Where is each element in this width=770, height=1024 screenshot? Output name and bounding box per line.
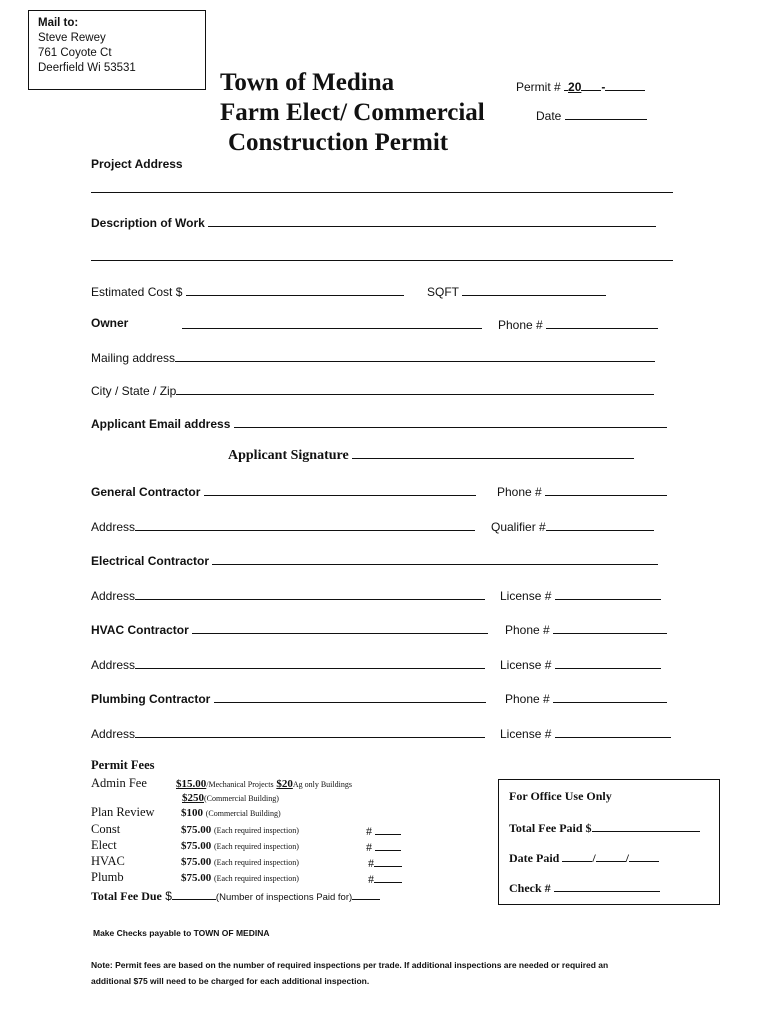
date-paid-field[interactable]: Date Paid / / [509, 849, 659, 866]
gc-phone-field[interactable] [497, 483, 667, 499]
hvac-license-field[interactable] [500, 656, 661, 672]
fee-row-plumb-label: Plumb [91, 870, 124, 884]
project-address-line[interactable] [91, 180, 673, 193]
mail-to-name: Steve Rewey [38, 32, 106, 44]
ec-address-field[interactable] [91, 587, 485, 603]
title-line-1: Town of Medina [220, 69, 395, 96]
plumbing-address-field[interactable] [91, 725, 485, 741]
gc-phone-label: Phone # [497, 485, 542, 499]
office-use-heading: For Office Use Only [509, 789, 612, 803]
hvac-contractor-label: HVAC Contractor [91, 623, 189, 637]
fee-row-elect-count[interactable] [366, 838, 401, 855]
applicant-email-field[interactable] [91, 415, 667, 431]
fee-row-const-note: (Each required inspection) [214, 826, 299, 835]
city-state-zip-label: City / State / Zip [91, 384, 177, 398]
date-field[interactable] [536, 107, 647, 123]
permit-fees-heading: Permit Fees [91, 758, 155, 772]
admin-fee-line-2 [182, 792, 279, 804]
hvac-phone-field[interactable] [505, 621, 667, 637]
plumbing-license-field[interactable] [500, 725, 671, 741]
fee-row-elect-note: (Each required inspection) [214, 842, 299, 851]
description-label: Description of Work [91, 216, 205, 230]
fee-row-hvac-hash: # [368, 856, 374, 870]
fee-row-hvac-label: HVAC [91, 854, 125, 868]
sqft-label: SQFT [427, 285, 459, 299]
plan-review-fee [181, 807, 281, 819]
estimated-cost-label: Estimated Cost $ [91, 285, 183, 299]
admin-fee-note-3: (Commercial Building) [204, 794, 279, 803]
fee-row-plumb [181, 872, 299, 884]
total-fee-due-field[interactable] [91, 887, 380, 905]
mail-to-box [28, 10, 206, 90]
fee-row-hvac-note: (Each required inspection) [214, 858, 299, 867]
mailing-address-field[interactable] [91, 349, 655, 365]
fee-row-const-count[interactable] [366, 822, 401, 839]
check-number-field[interactable] [509, 879, 660, 896]
fee-row-elect-amount: $75.00 [181, 840, 212, 852]
general-contractor-label: General Contractor [91, 485, 201, 499]
total-fee-paid-field[interactable] [509, 819, 700, 836]
plan-review-note: (Commercial Building) [205, 809, 281, 818]
hvac-license-label: License # [500, 658, 552, 672]
applicant-email-label: Applicant Email address [91, 417, 231, 431]
gc-address-field[interactable] [91, 518, 475, 534]
permit-number-label: Permit # [516, 80, 565, 94]
plan-review-amount: $100 [181, 807, 203, 819]
mail-to-city: Deerfield Wi 53531 [38, 62, 136, 74]
description-field[interactable] [91, 214, 656, 230]
applicant-signature-label: Applicant Signature [228, 448, 349, 463]
fee-row-const-hash: # [366, 824, 372, 838]
hvac-contractor-field[interactable] [91, 621, 488, 637]
ec-license-label: License # [500, 589, 552, 603]
owner-phone-label: Phone # [498, 318, 543, 332]
gc-address-label: Address [91, 520, 136, 534]
fee-row-plumb-amount: $75.00 [181, 872, 212, 884]
plumbing-contractor-field[interactable] [91, 690, 486, 706]
permit-number-field[interactable] [516, 78, 645, 94]
total-fee-due-note: (Number of inspections Paid for) [215, 892, 353, 903]
ec-license-field[interactable] [500, 587, 661, 603]
applicant-signature-field[interactable] [228, 446, 634, 464]
fee-row-elect-hash: # [366, 840, 372, 854]
gc-qualifier-field[interactable] [491, 518, 654, 534]
gc-qualifier-label: Qualifier # [491, 520, 546, 534]
mail-to-label: Mail to: [38, 17, 79, 29]
fee-row-plumb-note: (Each required inspection) [214, 874, 299, 883]
fee-row-const-amount: $75.00 [181, 824, 212, 836]
plan-review-label: Plan Review [91, 805, 155, 819]
hvac-phone-label: Phone # [505, 623, 550, 637]
description-line-2[interactable] [91, 248, 673, 261]
admin-fee-note-1: Mechanical Projects [208, 780, 274, 789]
hvac-address-label: Address [91, 658, 136, 672]
owner-label: Owner [91, 316, 129, 330]
document-title [220, 68, 485, 158]
estimated-cost-field[interactable] [91, 283, 404, 299]
note-line-1: Note: Permit fees are based on the number of required inspections per trade. If additional inspections are needed or required an [91, 960, 609, 970]
total-fee-paid-label: Total Fee Paid $ [509, 821, 592, 835]
fee-row-const-label: Const [91, 822, 121, 836]
admin-fee-label: Admin Fee [91, 776, 147, 790]
checks-payable-text: Make Checks payable to TOWN OF MEDINA [93, 928, 270, 938]
city-state-zip-field[interactable] [91, 382, 654, 398]
date-paid-label: Date Paid [509, 851, 560, 865]
permit-number-prefix: 20 [568, 80, 582, 94]
admin-fee-note-2: Ag only Buildings [292, 780, 352, 789]
office-use-box [498, 779, 720, 905]
total-fee-due-dollar: $ [165, 889, 172, 903]
fee-row-elect-label: Elect [91, 838, 117, 852]
date-label: Date [536, 109, 562, 123]
title-line-2: Farm Elect/ Commercial [220, 99, 485, 126]
ec-address-label: Address [91, 589, 136, 603]
mailing-address-label: Mailing address [91, 351, 176, 365]
sqft-field[interactable] [427, 283, 606, 299]
plumbing-address-label: Address [91, 727, 136, 741]
electrical-contractor-label: Electrical Contractor [91, 554, 210, 568]
fee-row-hvac-amount: $75.00 [181, 856, 212, 868]
total-fee-due-label: Total Fee Due [91, 889, 162, 903]
owner-phone-field[interactable] [498, 316, 658, 332]
general-contractor-field[interactable] [91, 483, 476, 499]
plumbing-contractor-label: Plumbing Contractor [91, 692, 211, 706]
fee-row-hvac [181, 856, 299, 868]
plumbing-phone-label: Phone # [505, 692, 550, 706]
plumbing-license-label: License # [500, 727, 552, 741]
plumbing-phone-field[interactable] [505, 690, 667, 706]
admin-fee-line-1: $15.00/Mechanical Projects $20Ag only Buildings [176, 778, 352, 790]
fee-row-const [181, 824, 299, 836]
fee-row-elect [181, 840, 299, 852]
owner-line[interactable] [182, 316, 482, 329]
hvac-address-field[interactable] [91, 656, 485, 672]
electrical-contractor-field[interactable] [91, 552, 658, 568]
fee-row-hvac-count[interactable] [368, 854, 402, 871]
admin-fee-amount-3: $250 [182, 792, 204, 804]
note-line-2: additional $75 will need to be charged for each additional inspection. [91, 976, 370, 986]
admin-fee-amount-2: $20 [276, 778, 293, 790]
admin-fee-amount-1: $15.00 [176, 778, 207, 790]
fee-row-plumb-hash: # [368, 872, 374, 886]
mail-to-street: 761 Coyote Ct [38, 47, 112, 59]
project-address-label: Project Address [91, 157, 183, 171]
check-number-label: Check # [509, 881, 551, 895]
permit-number-separator: - [601, 80, 606, 94]
title-line-3: Construction Permit [228, 129, 449, 156]
fee-row-plumb-count[interactable] [368, 870, 402, 887]
